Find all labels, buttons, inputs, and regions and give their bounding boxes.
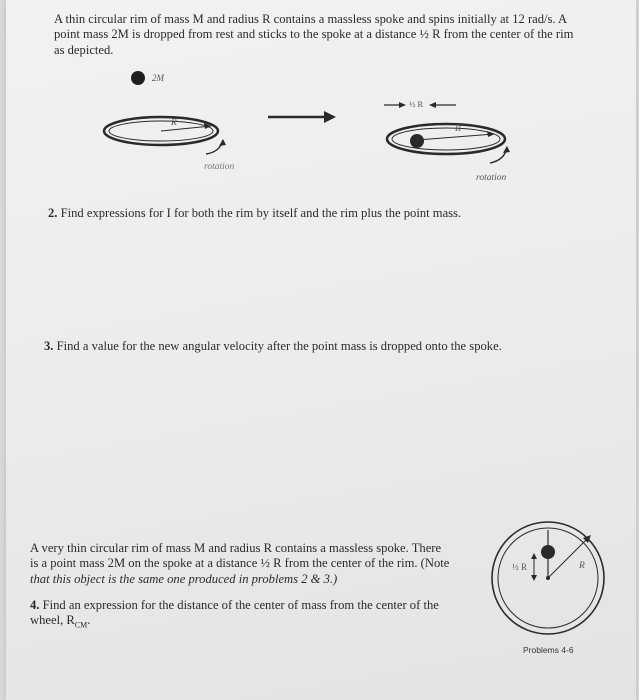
figure-caption: Problems 4-6 (523, 645, 574, 655)
rotation-left-label: rotation (204, 162, 235, 172)
question-2-text: Find expressions for I for both the rim by itself and the rim plus the point mass. (60, 206, 462, 220)
intro-line-2: point mass 2M is dropped from rest and sticks to the spoke at a distance ½ R from the center of the rim (54, 27, 574, 41)
rim-left-r-label: R (171, 118, 177, 128)
rim-right-r-label: R (455, 124, 461, 134)
bottom-para-line-3: that this object is the same one produced in problems 2 & 3.) (30, 572, 338, 586)
intro-line-3: as depicted. (54, 43, 114, 57)
question-4-line-1: Find an expression for the distance of the center of mass from the center of the (42, 598, 439, 612)
worksheet-page (6, 0, 636, 700)
bottom-para-line-1: A very thin circular rim of mass M and radius R contains a massless spoke. There (30, 541, 442, 555)
wheel-radius-line (548, 537, 589, 578)
wheel-half-r-label: ½ R (512, 562, 528, 572)
question-4-line-2: wheel, R (30, 613, 75, 627)
question-3-text: Find a value for the new angular velocity after the point mass is dropped onto the spoke. (56, 339, 502, 353)
wheel-r-label: R (579, 561, 585, 571)
wheel-figure (6, 0, 636, 700)
question-3-number: 3. (44, 339, 54, 353)
intro-line-1: A thin circular rim of mass M and radius R contains a massless spoke and spins initially at 12 rad/s. A (54, 12, 568, 26)
rotation-right-label: rotation (476, 173, 507, 183)
question-2-number: 2. (48, 206, 58, 220)
half-r-label: ½ R (409, 99, 424, 109)
bottom-para-line-2: is a point mass 2M on the spoke at a distance ½ R from the center of the rim. (Note (30, 556, 450, 570)
rcm-subscript: CM (74, 620, 88, 630)
question-4-number: 4. (30, 598, 40, 612)
wheel-point-mass (541, 545, 555, 559)
question-4-line-2-wrap: wheel, $R_{CM}$. (30, 613, 91, 630)
point-mass-label: 2M (152, 73, 164, 83)
